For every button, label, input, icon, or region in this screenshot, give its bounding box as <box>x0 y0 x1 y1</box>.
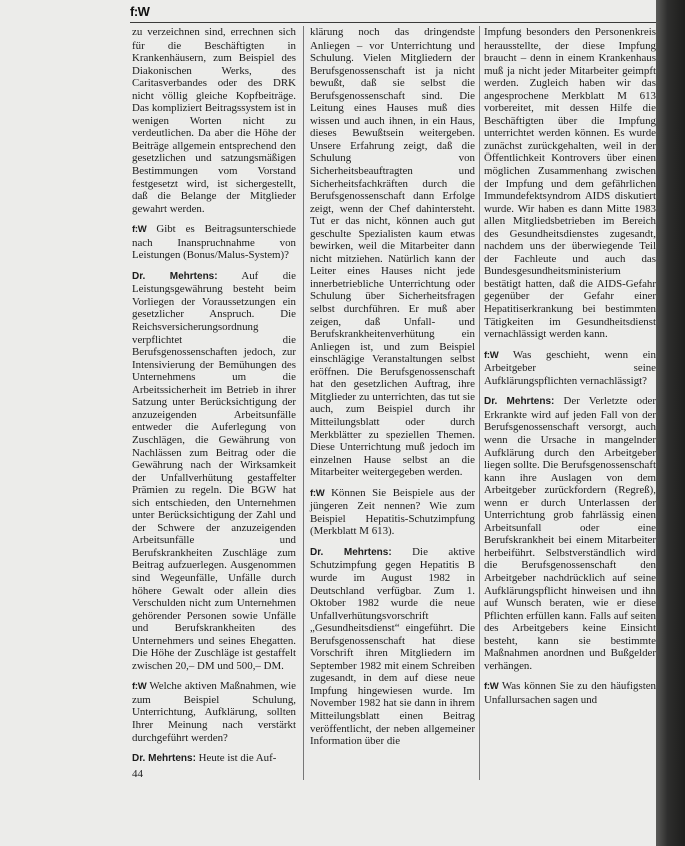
answer <box>132 752 296 766</box>
question <box>484 680 656 706</box>
text-column-1 <box>132 26 297 765</box>
paragraph <box>132 26 296 215</box>
interviewer-mark: f:W <box>484 681 499 693</box>
question <box>132 223 296 262</box>
speaker: Dr. Mehrtens: <box>132 753 196 765</box>
paragraph-text: Die aktive Schutzimpfung gegen Hepatitis B wurde im August 1982 in Deutschland verfügbar. Zum 1. Oktober 1982 wurde die neue Unfallverhütungsvorschrift „Gesundheitsdienst“ eingeführt. Die Berufsgenossenschaft hat diese Vorschrift ihren Mitgliedern im September 1982 mit einem Schreiben zugesandt, in dem auf diese neue Impfung hingewiesen wurde. Im November 1982 hat sie dann in ihrem Mitteilungsblatt einen Beitrag veröffentlicht, der neben allgemeiner Information über die <box>310 545 475 748</box>
interviewer-mark: f:W <box>132 224 147 236</box>
paragraph <box>484 26 656 341</box>
speaker: Dr. Mehrtens: <box>484 396 555 408</box>
paragraph-text: Was geschieht, wenn ein Arbeitgeber seine Aufklärungspflichten vernachlässigt? <box>484 348 657 387</box>
paragraph-text: Impfung besonders den Personenkreis herausstellte, der diese Impfung braucht – denn in einem Krankenhaus muß ja nicht jeder Mitarbeiter geimpft werden. Zugleich haben wir das angesprochene Merkblatt M 613 vorbereitet, mit dessen Hilfe die Beschäftigten über die Impfung unterrichtet werden können. Es wurde zunächst zurückgehalten, weil in der Öffentlichkeit Kontrovers über einen möglichen Zusammenhang zwischen der Impfung und dem gefährlichen Immundefektsyndrom AIDS diskutiert wurde. Wir haben es dann Mitte 1983 allen Mitgliedsbetrieben im Bereich des Gesundheitsdienstes zugesandt, nachdem uns der überwiegende Teil der Fachleute und auch das Bundesgesundheitsministerium bestätigt hatten, daß die AIDS-Gefahr gegenüber der Gefahr einer Hepatitiserkrankung bei bestimmten Tätigkeiten im Gesundheitsdienst vernachlässigt werden kann. <box>484 26 656 341</box>
question <box>310 487 475 538</box>
scan-shadow-edge <box>656 0 685 846</box>
speaker: Dr. Mehrtens: <box>310 546 392 558</box>
column-divider <box>303 26 304 780</box>
answer <box>484 395 656 672</box>
text-column-3 <box>484 26 656 748</box>
question <box>484 349 656 388</box>
paragraph-text: Welche aktiven Maßnahmen, wie zum Beispiel Schulung, Unterrichtung, Aufklärung, sollten Ihrer Meinung nach verstärkt durchgeführt werden? <box>132 680 296 744</box>
paragraph-text: Auf die Leistungsgewährung besteht beim Vorliegen der Voraussetzungen ein gesetzlicher Anspruch. Die Reichsversicherungsordnung verpflichtet die Berufsgenossenschaften jedoch, zur Intensivierung der Bemühungen des Unternehmens um die Arbeitssicherheit im Betrieb in ihrer Satzung unter Berücksichtigung der anzuzeigenden Arbeitsunfälle entweder die Auferlegung von Zuschlägen, die Gewährung von Nachlässen zum Beitrag oder die Gewährung nach der Wirksamkeit der Unfallverhütung gestaffelter Prämien zu regeln. Die BGW hat sich entschieden, den Unternehmen unter Berücksichtigung der Zahl und der Schwere der anzuzeigenden Arbeitsunfälle und Berufskrankheiten Zuschläge zum Beitrag aufzuerlegen. Ausgenommen sind Wegeunfälle, Unfälle durch höhere Gewalt oder allein dies Verschulden nicht zum Unternehmen gehörender Personen sowie Unfälle und Berufskrankheiten des Unternehmers und seines Ehegatten. Die Höhe der Zuschläge ist gestaffelt zwischen 20,– DM und 500,– DM. <box>132 269 297 672</box>
paragraph-text: Heute ist die Auf- <box>198 752 277 765</box>
paragraph-text: Was können Sie zu den häufigsten Unfallursachen sagen und <box>484 680 656 706</box>
paragraph-text: Der Verletzte oder Erkrankte wird auf jeden Fall von der Berufsgenossenschaft versorgt, auch wenn die Ursache in mangelnder Aufklärung durch den Arbeitgeber liegen sollte. Die Berufsgenossenschaft kann ihre Auslagen von dem Arbeitgeber zurückfordern (Regreß), wenn er durch Unterlassen der Unterrichtung grob fahrlässig einen Arbeitsunfall oder eine Berufskrankheit bei einem Mitarbeiter herbeiführt. Selbstverständlich wird die Berufsgenossenschaft den Arbeitgeber nachdrücklich auf seine Aufklärungspflicht hinweisen und ihn auf Wunsch beraten, wie er diese Pflichten erfüllen kann. Falls auf seiten des Arbeitgebers keine Einsicht besteht, kann sie bestimmte Maßnahmen anordnen und Bußgelder verhängen. <box>484 395 656 672</box>
answer <box>132 270 296 673</box>
paragraph-text: Können Sie Beispiele aus der jüngeren Zeit nennen? Wie zum Beispiel Hepatitis-Schutzimpfung (Merkblatt M 613). <box>310 486 475 538</box>
paragraph-text: zu verzeichnen sind, errechnen sich für die Beschäftigten in Krankenhäusern, zum Beispiel des Diakonischen Werks, des Caritasverbandes oder des DRK nicht völlig gleiche Kopfbeiträge. Das kompliziert Beitragssystem ist in wenigen Worten nicht zu verdeutlichen. Da aber die Höhe der Beiträge allgemein entsprechend den gesetzlichen und satzungsmäßigen Bestimmungen vom Vorstand festgesetzt wird, ist sichergestellt, daß die Belange der Mitglieder gewahrt werden. <box>132 26 296 215</box>
paragraph <box>310 26 475 479</box>
text-column-2 <box>310 26 475 748</box>
column-divider <box>479 26 480 780</box>
question <box>132 680 296 744</box>
page-number: 44 <box>132 768 143 780</box>
interviewer-mark: f:W <box>310 487 325 499</box>
answer <box>310 546 475 748</box>
header-rule <box>130 22 656 23</box>
paragraph-text: klärung noch das dringendste Anliegen – vor Unterrichtung und Schulung. Vielen Mitgliedern der Berufsgenossenschaft ist ja nicht bewußt, daß sie selbst die Berufsgenossenschaft sind. Die Leitung eines Hauses muß dies wissen und auch ihnen, in ein Haus, dieses Bewußtsein weitergeben. Unsere Erfahrung zeigt, daß die Schulung von Sicherheitsbeauftragten und Sicherheitsfachkräften durch die Berufsgenossenschaft dann Erfolge zeigt, wenn der Chef dahintersteht. Tut er das nicht, können auch gut geschulte Spezialisten kaum etwas bewirken, weil die Mitarbeiter dann nicht mitziehen. Natürlich kann der Leiter eines Hauses nicht jede innerbetriebliche Unterrichtung oder Schulung über Sicherheitsfragen selbst durchführen. Er muß aber zeigen, daß Unfall- und Berufskrankheitenverhütung ein Anliegen ist, und zum Beispiel einschlägige Veranstaltungen selbst eröffnen. Die Berufsgenossenschaft hat den gesetzlichen Auftrag, ihre Mitglieder zu unterrichten, das tut sie auch, zum Beispiel durch ihr Mitteilungsblatt oder durch Merkblätter zu speziellen Themen. Diese Unterrichtung muß jedoch im einzelnen Hause selbst an die Mitarbeiter weitergegeben werden. <box>310 26 475 479</box>
interviewer-mark: f:W <box>484 349 499 361</box>
paragraph-text: Gibt es Beitragsunterschiede nach Inanspruchnahme von Leistungen (Bonus/Malus-System)? <box>132 223 296 262</box>
speaker: Dr. Mehrtens: <box>132 270 218 282</box>
magazine-logo: f:W <box>130 4 150 19</box>
interviewer-mark: f:W <box>132 681 147 693</box>
